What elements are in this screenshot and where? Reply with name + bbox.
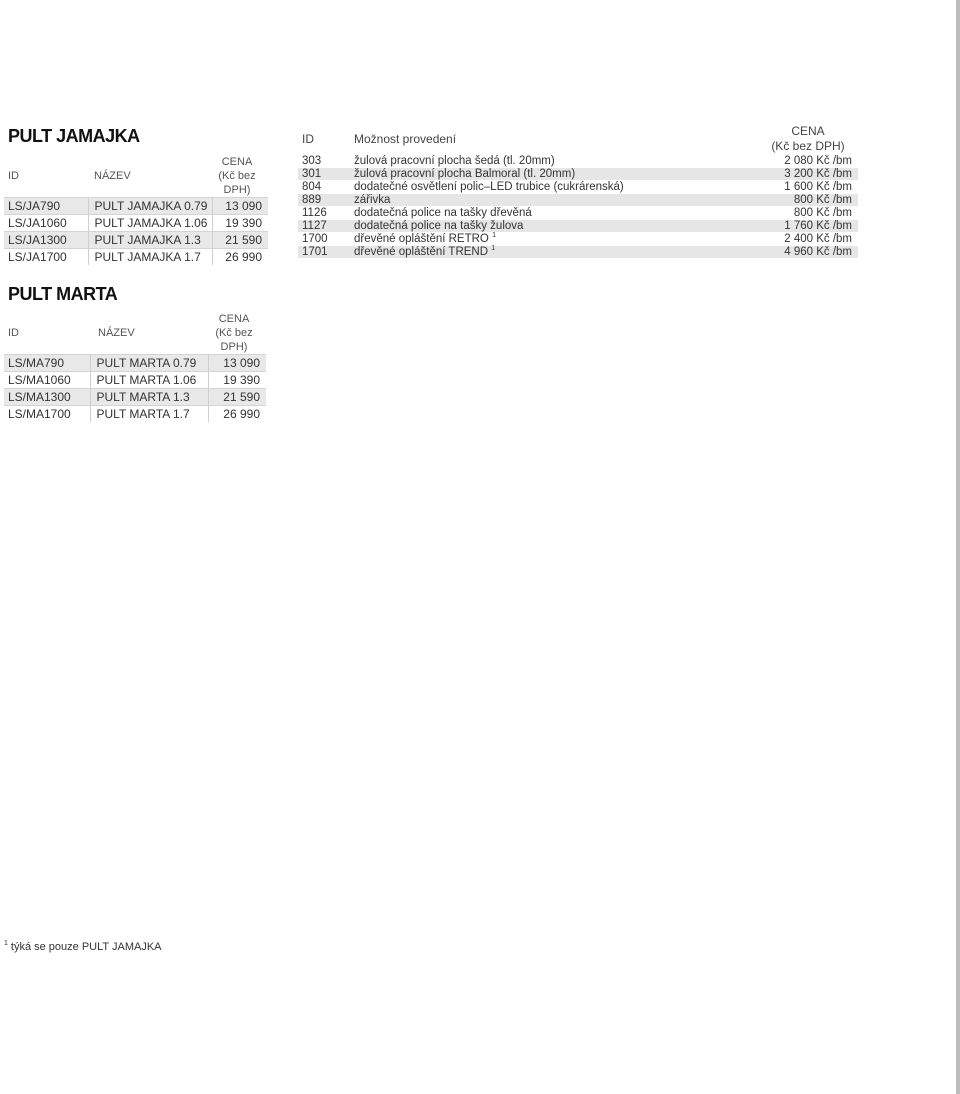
option-id: 303 (298, 155, 354, 168)
jamajka-header-price: CENA (Kč bez DPH) (218, 156, 256, 196)
jamajka-header-id: ID (8, 170, 19, 182)
table-row (4, 355, 266, 372)
row-price: 19 390 (212, 215, 268, 232)
row-name: PULT JAMAJKA 1.3 (88, 232, 212, 249)
option-id: 804 (298, 181, 354, 194)
row-name: PULT MARTA 1.3 (90, 389, 208, 406)
options-header-row (298, 124, 858, 155)
option-id: 889 (298, 194, 354, 207)
option-desc: dřevěné opláštění RETRO $^1$ (354, 233, 758, 246)
marta-header-price: CENA (Kč bez DPH) (215, 313, 253, 353)
option-row (298, 233, 858, 246)
row-name: PULT MARTA 1.06 (90, 372, 208, 389)
option-price: 1 760 Kč /bm (758, 220, 858, 233)
table-row (4, 406, 266, 423)
row-price: 21 590 (212, 232, 268, 249)
option-id: 1126 (298, 207, 354, 220)
row-name: PULT JAMAJKA 1.7 (88, 249, 212, 266)
jamajka-header-name: NÁZEV (94, 170, 131, 182)
table-row (4, 249, 268, 266)
marta-header-id: ID (8, 327, 19, 339)
option-row (298, 155, 858, 168)
option-row (298, 246, 858, 259)
table-row (4, 232, 268, 249)
option-row (298, 168, 858, 181)
row-id: LS/JA1060 (4, 215, 88, 232)
option-desc: dodatečné osvětlení polic–LED trubice (cukrárenská) (354, 181, 758, 194)
row-name: PULT MARTA 1.7 (90, 406, 208, 423)
page-edge-bar (956, 0, 960, 1094)
option-row (298, 207, 858, 220)
option-row (298, 181, 858, 194)
option-price: 1 600 Kč /bm (758, 181, 858, 194)
option-row (298, 220, 858, 233)
option-price: 3 200 Kč /bm (758, 168, 858, 181)
row-price: 19 390 (208, 372, 266, 389)
option-desc: dodatečná police na tašky žulova (354, 220, 758, 233)
row-id: LS/MA790 (4, 355, 90, 372)
table-row (4, 372, 266, 389)
row-id: LS/MA1700 (4, 406, 90, 423)
options-header-price: CENA (Kč bez DPH) (771, 124, 845, 153)
option-desc: dodatečná police na tašky dřevěná (354, 207, 758, 220)
option-id: 301 (298, 168, 354, 181)
options-table (298, 124, 858, 258)
option-price: 2 080 Kč /bm (758, 155, 858, 168)
table-row (4, 198, 268, 215)
jamajka-table (4, 155, 268, 265)
row-price: 26 990 (208, 406, 266, 423)
options-header-desc: Možnost provedení (354, 132, 457, 146)
jamajka-title: PULT JAMAJKA (8, 126, 140, 146)
option-desc: dřevěné opláštění TREND $^1$ (354, 246, 758, 259)
option-desc: žulová pracovní plocha šedá (tl. 20mm) (354, 155, 758, 168)
marta-table (4, 312, 266, 422)
option-id: 1701 (298, 246, 354, 259)
option-price: 800 Kč /bm (758, 207, 858, 220)
row-id: LS/JA790 (4, 198, 88, 215)
footnote (4, 941, 162, 953)
footnote-mark: 1 (4, 940, 8, 948)
option-price: 2 400 Kč /bm (758, 233, 858, 246)
row-id: LS/JA1700 (4, 249, 88, 266)
marta-title: PULT MARTA (8, 284, 118, 304)
table-row (4, 215, 268, 232)
option-desc: zářivka (354, 194, 758, 207)
option-id: 1127 (298, 220, 354, 233)
option-price: 800 Kč /bm (758, 194, 858, 207)
row-name: PULT JAMAJKA 1.06 (88, 215, 212, 232)
jamajka-header-row (4, 155, 268, 198)
table-row (4, 389, 266, 406)
option-row (298, 194, 858, 207)
row-price: 13 090 (208, 355, 266, 372)
row-id: LS/MA1060 (4, 372, 90, 389)
option-desc: žulová pracovní plocha Balmoral (tl. 20mm) (354, 168, 758, 181)
row-price: 21 590 (208, 389, 266, 406)
row-name: PULT MARTA 0.79 (90, 355, 208, 372)
option-price: 4 960 Kč /bm (758, 246, 858, 259)
row-name: PULT JAMAJKA 0.79 (88, 198, 212, 215)
option-id: 1700 (298, 233, 354, 246)
row-price: 26 990 (212, 249, 268, 266)
row-id: LS/MA1300 (4, 389, 90, 406)
footnote-text: týká se pouze PULT JAMAJKA (10, 941, 162, 953)
marta-header-row (4, 312, 266, 355)
row-price: 13 090 (212, 198, 268, 215)
options-header-id: ID (302, 132, 314, 146)
marta-header-name: NÁZEV (98, 327, 135, 339)
row-id: LS/JA1300 (4, 232, 88, 249)
